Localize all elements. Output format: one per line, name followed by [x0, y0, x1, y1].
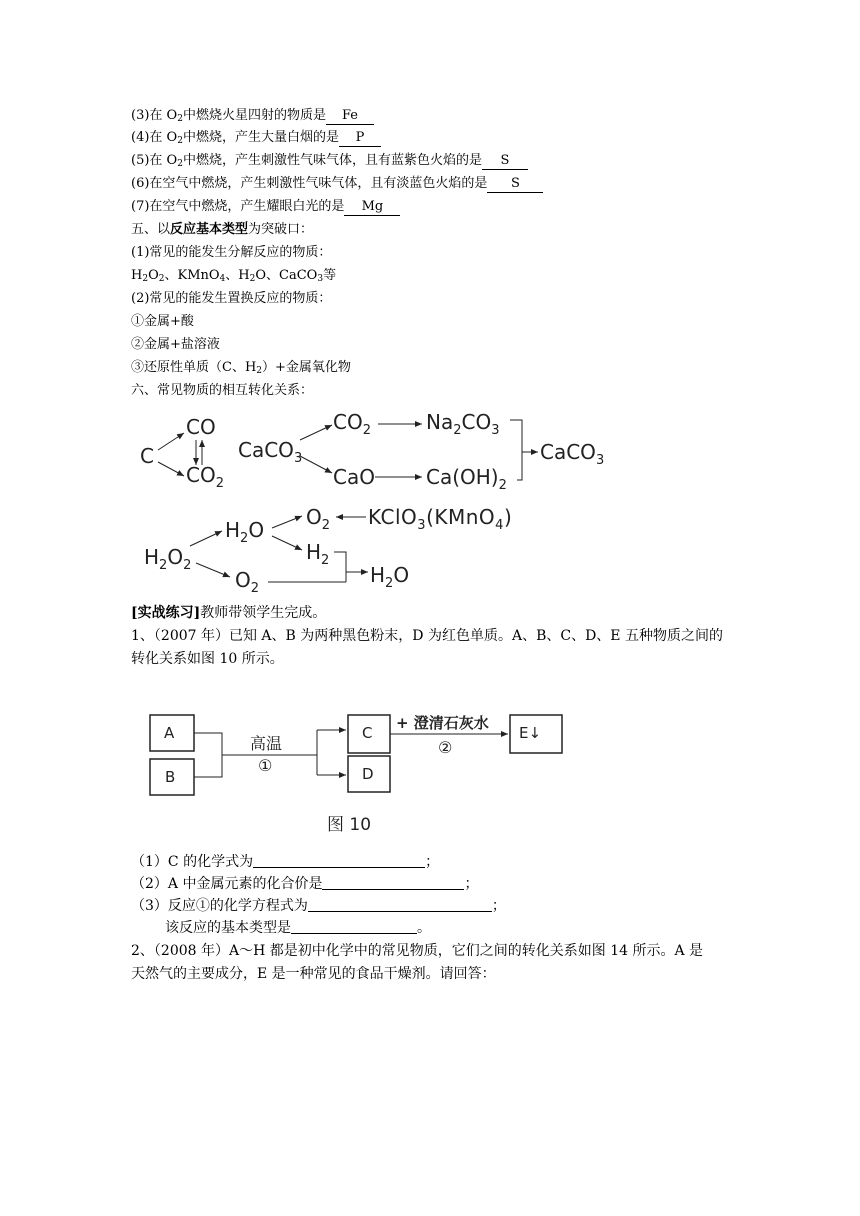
q1-line-1: 1、（2007 年）已知 A、B 为两种黑色粉末，D 为红色单质。A、B、C、D、E 五种物质之间的	[131, 628, 723, 644]
q1-answer-4: 该反应的基本类型是 。	[165, 920, 431, 936]
answer-mg: Mg	[344, 199, 400, 216]
arrow-c-to-co	[158, 433, 184, 450]
bracket-to-caco3	[510, 420, 522, 480]
section-5-sub2-title: (2)常见的能发生置换反应的物质：	[131, 291, 332, 306]
figure10-caption: 图 10	[327, 815, 372, 835]
figure10-bracket-ab	[194, 733, 222, 777]
formula-na2co3: $Na_2CO_3$	[426, 410, 500, 438]
q2-line-1: 2、（2008 年）A～H 都是初中化学中的常见物质，它们之间的转化关系如图 14 所示。A 是	[131, 943, 704, 959]
answer-s-1: S	[482, 153, 528, 170]
formula-co2-b: $CO_2$	[333, 410, 371, 438]
formula-h2: $H_2$	[306, 540, 330, 568]
arrow-c-to-co2	[158, 462, 184, 476]
q1-blank-1[interactable]	[253, 853, 425, 868]
formula-h2o: $H_2O$	[225, 518, 265, 546]
arrow-h2o-to-h2	[272, 536, 302, 550]
formula-o2-b: $O_2$	[235, 568, 260, 596]
section-5-sub1-title: (1)常见的能发生分解反应的物质：	[131, 245, 332, 260]
figure10-label-e: E↓	[519, 724, 542, 742]
figure10-condition-2: ②	[438, 738, 453, 757]
formula-co2: $CO_2$	[186, 463, 224, 491]
line-6: (6)在空气中燃烧，产生刺激性气味气体，且有淡蓝色火焰的是 S	[131, 174, 543, 194]
line-3: (3)在 $O_2$中燃烧火星四射的物质是 Fe	[131, 106, 374, 129]
arrow-h2o-to-o2	[272, 516, 302, 528]
formula-c: C	[140, 444, 154, 468]
arrow-caco3-to-co2	[300, 425, 332, 440]
q1-line-2: 转化关系如图 10 所示。	[131, 651, 284, 667]
figure10-condition-1: ①	[258, 756, 273, 775]
answer-s-2: S	[487, 176, 543, 193]
practice-heading: [实战练习]教师带领学生完成。	[131, 605, 327, 621]
formula-caco3-right: CaCO$_3$	[540, 440, 605, 468]
line-5: (5)在 $O_2$中燃烧，产生刺激性气味气体，且有蓝紫色火焰的是 S	[131, 151, 528, 174]
formula-co: CO	[186, 415, 216, 439]
q1-answer-1: （1）C 的化学式为 ；	[131, 854, 440, 870]
section-5-sub1-items: $H_2O_2$、KMnO$_4$、$H_2O$、CaCO$_3$等	[131, 268, 337, 284]
section-5-item-3: ③还原性单质（C、$H_2)+$金属氧化物	[131, 360, 351, 376]
answer-p: P	[339, 130, 381, 147]
formula-caoh2: $Ca(OH)_2$	[426, 465, 507, 493]
q1-blank-4[interactable]	[291, 919, 417, 934]
q1-blank-3[interactable]	[308, 897, 492, 912]
bracket-h2	[334, 552, 346, 582]
figure10-condition-limewater: + 澄清石灰水	[396, 714, 489, 732]
figure10-label-c: C	[362, 724, 373, 742]
q2-line-2: 天然气的主要成分，E 是一种常见的食品干燥剂。请回答：	[131, 966, 496, 982]
formula-h2o-right: $H_2O$	[370, 563, 410, 591]
section-5-title: 五、以反应基本类型为突破口：	[131, 222, 314, 237]
formula-kclo3-kmno4: KClO$_3$(KMnO$_4$)	[368, 505, 513, 533]
line-4: (4)在 $O_2$中燃烧，产生大量白烟的是 P	[131, 128, 381, 151]
line-7: (7)在空气中燃烧，产生耀眼白光的是 Mg	[131, 197, 400, 217]
figure10-label-a: A	[164, 724, 175, 742]
formula-h2o2: $H_2O_2$	[144, 545, 192, 573]
section-5-item-2: ②金属+盐溶液	[131, 337, 220, 352]
q1-answer-3: （3）反应①的化学方程式为 ；	[131, 898, 506, 914]
arrow-h2o2-to-o2	[196, 563, 230, 577]
figure10-condition-high-temp: 高温	[250, 734, 283, 753]
q1-answer-2: （2）A 中金属元素的化合价是 ；	[131, 876, 479, 892]
figure10-label-b: B	[165, 768, 176, 786]
arrow-h2o2-to-h2o	[190, 531, 222, 546]
formula-o2-a: $O_2$	[306, 505, 331, 533]
figure10-label-d: D	[362, 765, 374, 783]
formula-caco3-left: CaCO$_3$	[238, 438, 303, 466]
section-5-item-1: ①金属+酸	[131, 314, 194, 329]
q1-blank-2[interactable]	[322, 875, 464, 890]
arrow-caco3-to-cao	[300, 456, 332, 473]
answer-fe: Fe	[326, 108, 374, 125]
section-6-title: 六、常见物质的相互转化关系：	[131, 383, 314, 398]
formula-cao: CaO	[333, 465, 375, 489]
